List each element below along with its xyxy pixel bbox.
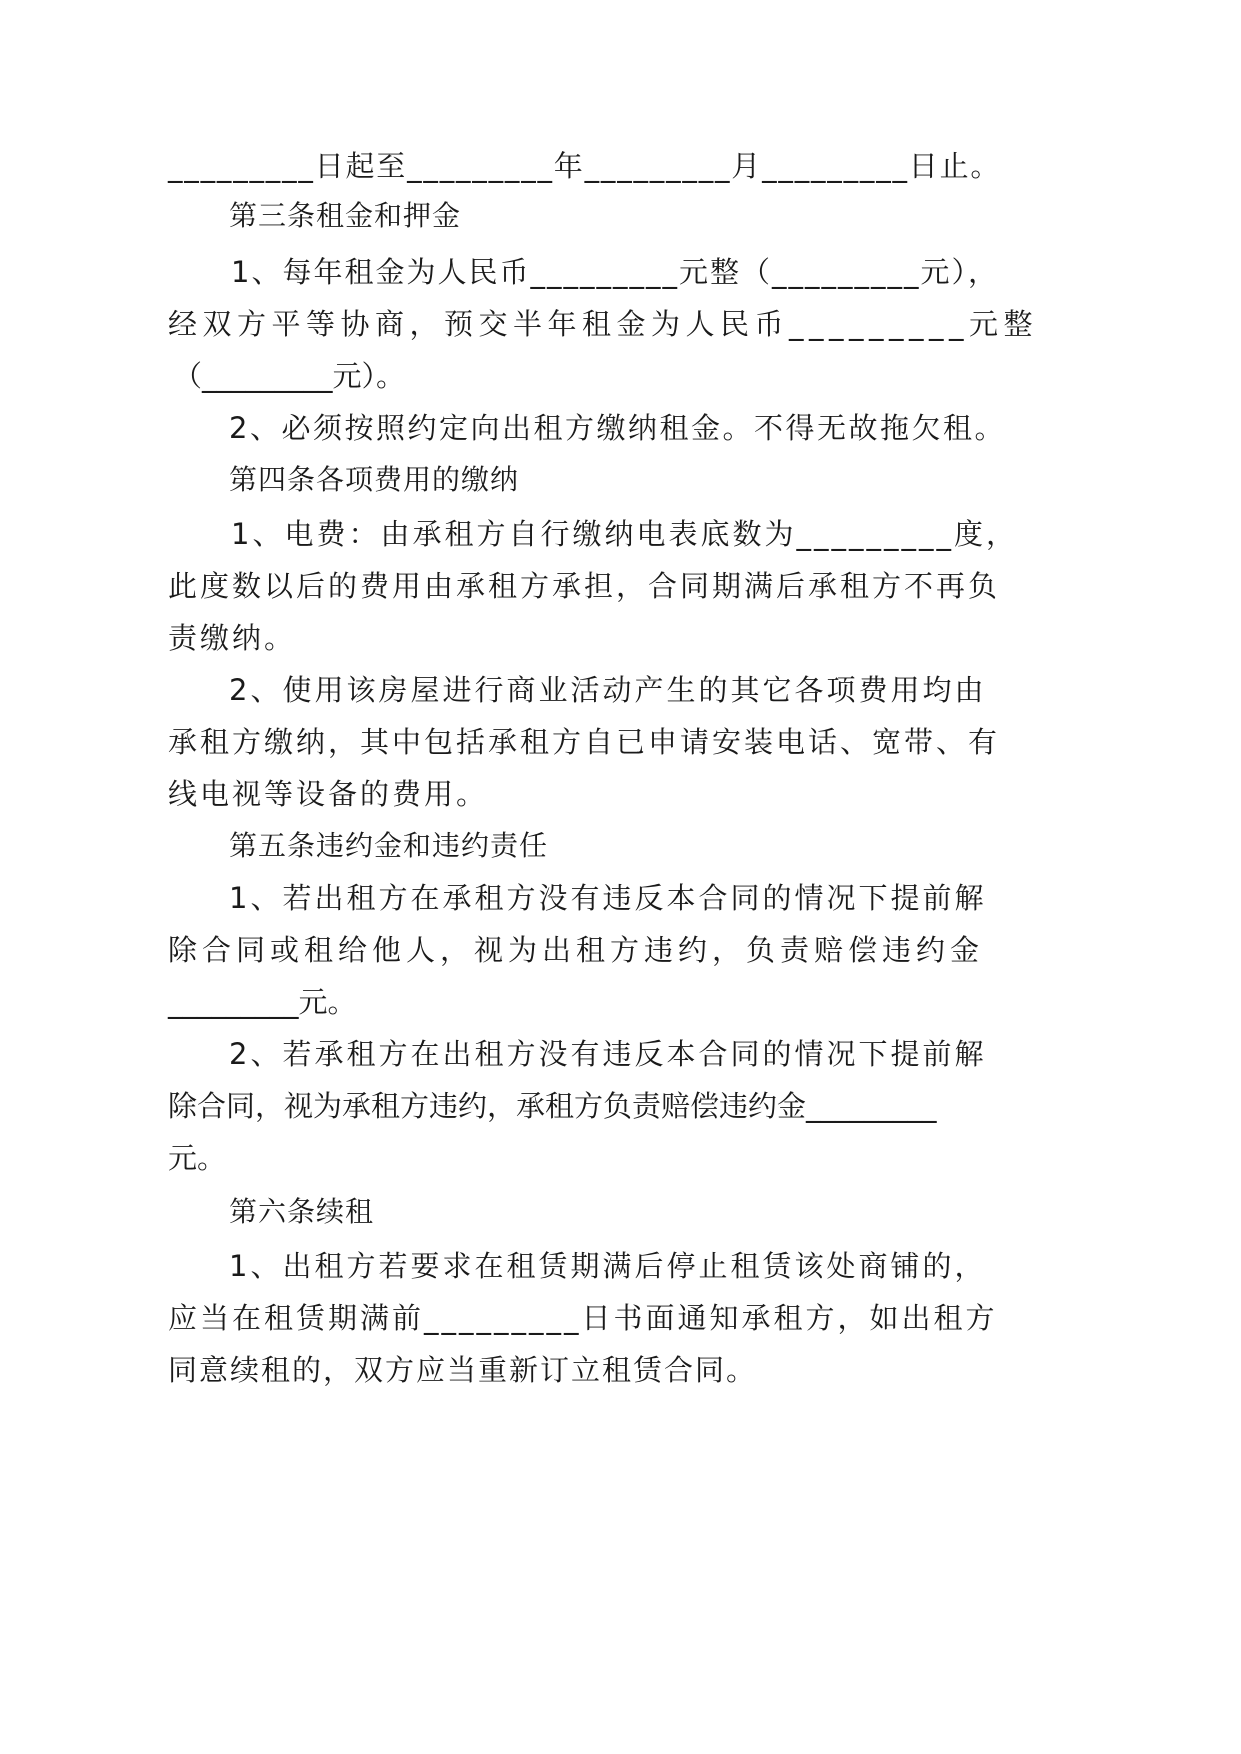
line-text: 应当在租赁期满前_________日书面通知承租方，如出租方 [168,1301,998,1335]
text-line [0,972,1241,1032]
text-line [0,868,1241,928]
line-text: 线电视等设备的费用。 [168,777,489,811]
line-text: _________元。 [168,985,357,1019]
line-text: 2、必须按照约定向出租方缴纳租金。不得无故拖欠租。 [229,411,1006,445]
section-heading [0,1182,1241,1242]
text-line [0,556,1241,616]
text-line [0,1236,1241,1296]
line-text: 1、每年租金为人民币_________元整（_________元）， [231,255,999,289]
line-text: 2、若承租方在出租方没有违反本合同的情况下提前解 [229,1037,987,1071]
line-text: 此度数以后的费用由承租方承担，合同期满后承租方不再负 [168,569,1001,603]
text-line [0,1128,1241,1188]
text-line [0,1024,1241,1084]
line-text: 1、出租方若要求在租赁期满后停止租赁该处商铺的， [229,1249,987,1283]
line-text: 2、使用该房屋进行商业活动产生的其它各项费用均由 [229,673,987,707]
heading-text: 第五条违约金和违约责任 [229,829,549,862]
heading-text: 第四条各项费用的缴纳 [229,463,520,496]
line-text: 除合同，视为承租方违约，承租方负责赔偿违约金_________ [168,1089,937,1123]
section-heading [0,816,1241,876]
section-heading [0,450,1241,510]
text-line [0,504,1241,564]
text-line [0,764,1241,824]
heading-text: 第六条续租 [229,1195,375,1228]
line-text: 责缴纳。 [168,621,297,655]
text-line [0,1340,1241,1400]
line-text: 承租方缴纳，其中包括承租方自已申请安装电话、宽带、有 [168,725,1001,759]
line-text: 1、电费：由承租方自行缴纳电表底数为_________度， [231,517,1018,551]
text-line [0,242,1241,302]
line-text: 1、若出租方在承租方没有违反本合同的情况下提前解 [229,881,987,915]
text-line [0,346,1241,406]
text-line [0,1288,1241,1348]
line-text: （_________元）。 [173,359,406,393]
text-line [0,660,1241,720]
text-line [0,1076,1241,1136]
line-text: 经双方平等协商，预交半年租金为人民币_________元整 [168,307,1039,341]
text-line [0,398,1241,458]
heading-text: 第三条租金和押金 [229,199,462,232]
section-heading [0,186,1241,246]
text-line [0,712,1241,772]
line-text: 元。 [168,1141,227,1175]
line-text: 同意续租的，双方应当重新订立租赁合同。 [168,1353,758,1387]
text-line [0,294,1241,354]
text-line [0,608,1241,668]
line-text: _________日起至_________年_________月_________日止。 [168,149,1002,183]
line-text: 除合同或租给他人，视为出租方违约，负责赔偿违约金 [168,933,985,967]
text-line [0,920,1241,980]
